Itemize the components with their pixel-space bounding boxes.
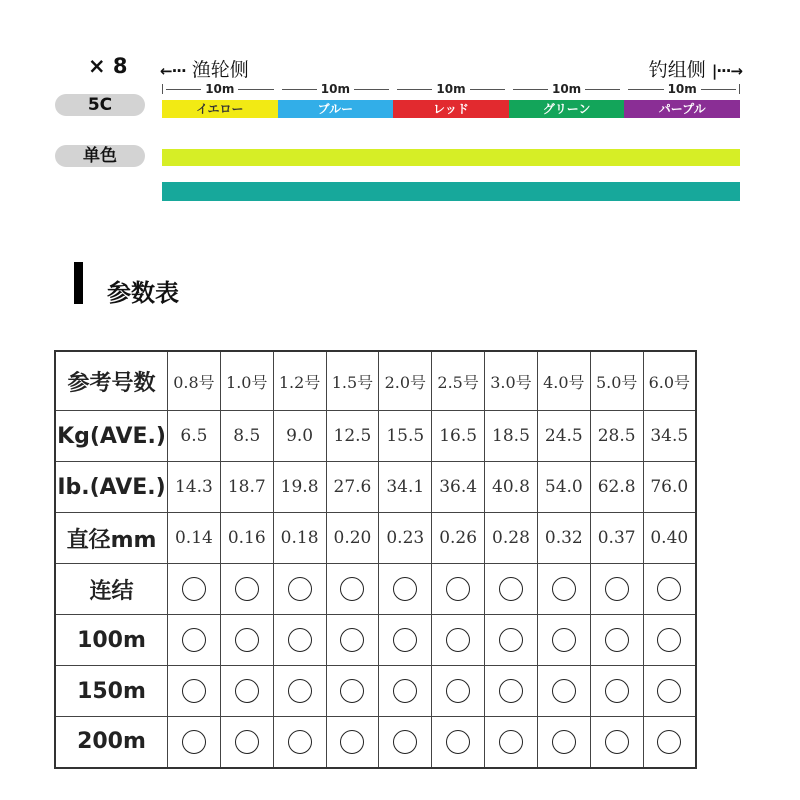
row-label: 直径mm — [55, 513, 168, 564]
available-circle-icon — [182, 730, 206, 754]
availability-cell — [643, 666, 696, 717]
available-circle-icon — [235, 577, 259, 601]
row-label: 参考号数 — [55, 351, 168, 411]
available-circle-icon — [499, 577, 523, 601]
size-cell: 2.0号 — [379, 351, 432, 411]
size-cell: 3.0号 — [485, 351, 538, 411]
rig-side-text: 钓组侧 — [648, 59, 706, 81]
availability-cell — [590, 615, 643, 666]
row-label: 200m — [55, 717, 168, 768]
table-row — [55, 411, 696, 462]
size-cell: 4.0号 — [537, 351, 590, 411]
availability-cell — [432, 666, 485, 717]
table-header-row — [55, 351, 696, 411]
availability-cell — [273, 564, 326, 615]
available-circle-icon — [657, 628, 681, 652]
value-cell: 0.40 — [643, 513, 696, 564]
value-cell: 24.5 — [537, 411, 590, 462]
availability-cell — [326, 564, 379, 615]
available-circle-icon — [657, 679, 681, 703]
available-circle-icon — [182, 577, 206, 601]
value-cell: 15.5 — [379, 411, 432, 462]
segment-length-label — [278, 82, 394, 96]
availability-cell — [273, 666, 326, 717]
color-segment: ブルー — [278, 100, 394, 118]
value-cell: 0.14 — [168, 513, 221, 564]
available-circle-icon — [657, 730, 681, 754]
section-title: 参数表 — [107, 279, 179, 307]
available-circle-icon — [393, 628, 417, 652]
value-cell: 14.3 — [168, 462, 221, 513]
table-row — [55, 666, 696, 717]
mono-line-bar-teal — [162, 182, 740, 201]
available-circle-icon — [605, 628, 629, 652]
table-row — [55, 564, 696, 615]
availability-cell — [485, 615, 538, 666]
availability-cell — [643, 615, 696, 666]
segment-length-text: 10m — [664, 82, 701, 96]
available-circle-icon — [552, 730, 576, 754]
segment-length-label — [393, 82, 509, 96]
parameter-table — [54, 350, 697, 769]
segment-length-text: 10m — [317, 82, 354, 96]
value-cell: 40.8 — [485, 462, 538, 513]
availability-cell — [326, 615, 379, 666]
row-label: Ib.(AVE.) — [55, 462, 168, 513]
color-segment: イエロー — [162, 100, 278, 118]
row-label: Kg(AVE.) — [55, 411, 168, 462]
availability-cell — [379, 666, 432, 717]
value-cell: 19.8 — [273, 462, 326, 513]
available-circle-icon — [340, 730, 364, 754]
availability-cell — [537, 564, 590, 615]
available-circle-icon — [393, 730, 417, 754]
available-circle-icon — [235, 730, 259, 754]
available-circle-icon — [657, 577, 681, 601]
strand-count-label: × 8 — [88, 54, 128, 78]
available-circle-icon — [182, 628, 206, 652]
right-arrow-icon: |···→ — [711, 62, 742, 80]
available-circle-icon — [499, 679, 523, 703]
availability-cell — [220, 615, 273, 666]
available-circle-icon — [446, 730, 470, 754]
mono-pill: 单色 — [55, 145, 145, 167]
size-cell: 1.5号 — [326, 351, 379, 411]
availability-cell — [432, 564, 485, 615]
available-circle-icon — [552, 679, 576, 703]
value-cell: 36.4 — [432, 462, 485, 513]
value-cell: 8.5 — [220, 411, 273, 462]
value-cell: 0.37 — [590, 513, 643, 564]
available-circle-icon — [235, 679, 259, 703]
value-cell: 0.26 — [432, 513, 485, 564]
segment-length-label — [509, 82, 625, 96]
left-arrow-icon: ←··· — [160, 62, 186, 80]
size-cell: 6.0号 — [643, 351, 696, 411]
availability-cell — [537, 615, 590, 666]
row-label: 连结 — [55, 564, 168, 615]
availability-cell — [432, 717, 485, 768]
available-circle-icon — [605, 577, 629, 601]
availability-cell — [379, 717, 432, 768]
value-cell: 62.8 — [590, 462, 643, 513]
availability-cell — [220, 666, 273, 717]
value-cell: 34.1 — [379, 462, 432, 513]
color-segment: グリーン — [509, 100, 625, 118]
segment-length-labels — [162, 82, 740, 96]
segment-length-text: 10m — [432, 82, 469, 96]
segment-length-text: 10m — [548, 82, 585, 96]
value-cell: 0.20 — [326, 513, 379, 564]
size-cell: 5.0号 — [590, 351, 643, 411]
availability-cell — [220, 717, 273, 768]
value-cell: 34.5 — [643, 411, 696, 462]
multicolor-line-bar — [162, 100, 740, 118]
available-circle-icon — [340, 577, 364, 601]
available-circle-icon — [552, 577, 576, 601]
availability-cell — [643, 717, 696, 768]
value-cell: 0.18 — [273, 513, 326, 564]
availability-cell — [590, 717, 643, 768]
available-circle-icon — [446, 577, 470, 601]
availability-cell — [485, 666, 538, 717]
availability-cell — [168, 564, 221, 615]
value-cell: 0.28 — [485, 513, 538, 564]
availability-cell — [432, 615, 485, 666]
value-cell: 6.5 — [168, 411, 221, 462]
available-circle-icon — [393, 679, 417, 703]
availability-cell — [326, 666, 379, 717]
availability-cell — [537, 717, 590, 768]
available-circle-icon — [446, 628, 470, 652]
table-row — [55, 717, 696, 768]
value-cell: 76.0 — [643, 462, 696, 513]
value-cell: 28.5 — [590, 411, 643, 462]
available-circle-icon — [340, 628, 364, 652]
available-circle-icon — [235, 628, 259, 652]
availability-cell — [168, 615, 221, 666]
size-cell: 1.2号 — [273, 351, 326, 411]
available-circle-icon — [182, 679, 206, 703]
value-cell: 0.23 — [379, 513, 432, 564]
availability-cell — [220, 564, 273, 615]
value-cell: 18.5 — [485, 411, 538, 462]
availability-cell — [537, 666, 590, 717]
color-segment: パープル — [624, 100, 740, 118]
availability-cell — [273, 615, 326, 666]
mono-line-bar-yellow — [162, 149, 740, 166]
available-circle-icon — [499, 628, 523, 652]
available-circle-icon — [552, 628, 576, 652]
table-row — [55, 513, 696, 564]
available-circle-icon — [499, 730, 523, 754]
availability-cell — [379, 615, 432, 666]
availability-cell — [485, 564, 538, 615]
reel-side-label — [160, 55, 249, 82]
value-cell: 0.16 — [220, 513, 273, 564]
value-cell: 12.5 — [326, 411, 379, 462]
rig-side-label — [649, 55, 742, 82]
available-circle-icon — [288, 628, 312, 652]
available-circle-icon — [340, 679, 364, 703]
size-cell: 0.8号 — [168, 351, 221, 411]
availability-cell — [590, 666, 643, 717]
section-marker — [74, 262, 83, 304]
reel-side-text: 渔轮侧 — [191, 59, 249, 81]
available-circle-icon — [605, 730, 629, 754]
multicolor-pill: 5C — [55, 94, 145, 116]
availability-cell — [168, 666, 221, 717]
available-circle-icon — [446, 679, 470, 703]
table-row — [55, 615, 696, 666]
value-cell: 27.6 — [326, 462, 379, 513]
value-cell: 0.32 — [537, 513, 590, 564]
available-circle-icon — [393, 577, 417, 601]
value-cell: 18.7 — [220, 462, 273, 513]
value-cell: 9.0 — [273, 411, 326, 462]
available-circle-icon — [288, 679, 312, 703]
availability-cell — [485, 717, 538, 768]
available-circle-icon — [288, 730, 312, 754]
segment-length-label — [624, 82, 740, 96]
availability-cell — [379, 564, 432, 615]
segment-length-text: 10m — [201, 82, 238, 96]
color-segment: レッド — [393, 100, 509, 118]
segment-length-label — [162, 82, 278, 96]
availability-cell — [643, 564, 696, 615]
available-circle-icon — [288, 577, 312, 601]
value-cell: 16.5 — [432, 411, 485, 462]
row-label: 150m — [55, 666, 168, 717]
value-cell: 54.0 — [537, 462, 590, 513]
availability-cell — [273, 717, 326, 768]
size-cell: 1.0号 — [220, 351, 273, 411]
availability-cell — [590, 564, 643, 615]
availability-cell — [168, 717, 221, 768]
availability-cell — [326, 717, 379, 768]
table-row — [55, 462, 696, 513]
available-circle-icon — [605, 679, 629, 703]
size-cell: 2.5号 — [432, 351, 485, 411]
row-label: 100m — [55, 615, 168, 666]
